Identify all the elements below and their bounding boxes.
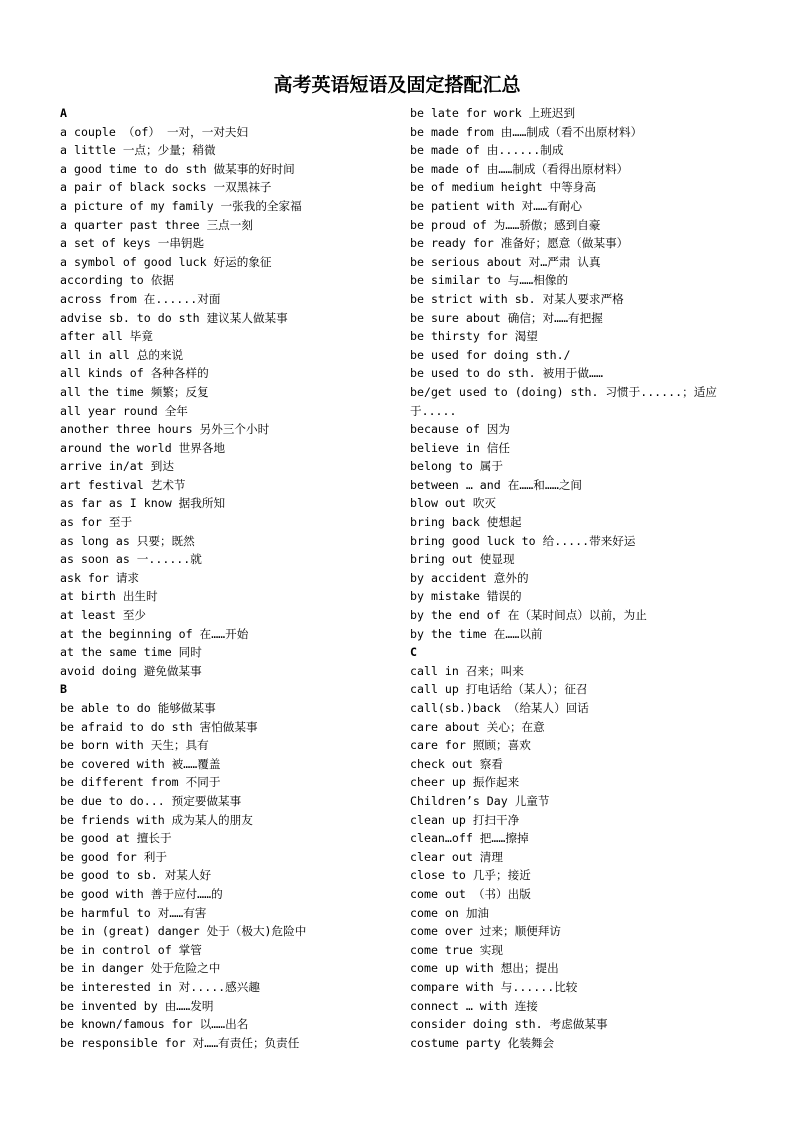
phrase-entry: be born with 天生；具有 (60, 738, 209, 753)
phrase-entry: all in all 总的来说 (60, 347, 184, 362)
phrase-entry: come true 实现 (410, 942, 503, 957)
phrase-entry: blow out 吹灭 (410, 496, 497, 511)
phrase-entry: connect … with 连接 (410, 998, 538, 1013)
phrase-entry: be in (great) danger 处于（极大)危险中 (60, 924, 307, 939)
phrase-entry: Children’s Day 儿童节 (410, 793, 550, 808)
phrase-entry: be harmful to 对……有害 (60, 905, 207, 920)
phrase-entry: be good for 利于 (60, 849, 167, 864)
phrase-entry: as soon as 一......就 (60, 552, 202, 567)
phrase-entry: be used to do sth. 被用于做…… (410, 366, 603, 381)
phrase-entry: by the end of 在（某时间点）以前，为止 (410, 608, 647, 623)
phrase-entry: belong to 属于 (410, 459, 503, 474)
phrase-entry: come up with 想出；提出 (410, 961, 559, 976)
phrase-entry: by accident 意外的 (410, 570, 529, 585)
phrase-entry: compare with 与......比较 (410, 979, 578, 994)
phrase-entry: come on 加油 (410, 905, 490, 920)
phrase-entry: at the same time 同时 (60, 645, 202, 660)
phrase-entry: be due to do... 预定要做某事 (60, 793, 242, 808)
phrase-entry: be responsible for 对……有责任；负责任 (60, 1035, 300, 1050)
phrase-entry: be sure about 确信；对……有把握 (410, 310, 603, 325)
phrase-entry: be known/famous for 以……出名 (60, 1017, 249, 1032)
phrase-entry: believe in 信任 (410, 440, 510, 455)
phrase-entry: be able to do 能够做某事 (60, 701, 216, 715)
phrase-entry: clean up 打扫干净 (410, 812, 520, 827)
phrase-entry: advise sb. to do sth 建议某人做某事 (60, 310, 288, 325)
phrase-entry: bring out 使显现 (410, 552, 515, 567)
phrase-entry: a set of keys 一串钥匙 (60, 236, 205, 251)
phrase-entry: a symbol of good luck 好运的象征 (60, 254, 272, 269)
phrase-entry: come over 过来；顺便拜访 (410, 924, 561, 939)
phrase-entry: all kinds of 各种各样的 (60, 366, 209, 381)
phrase-entry: as long as 只要；既然 (60, 533, 195, 548)
phrase-entry: bring back 使想起 (410, 515, 522, 530)
phrase-entry: as far as I know 据我所知 (60, 496, 226, 511)
phrase-entry: be different from 不同于 (60, 775, 221, 790)
phrase-entry: call up 打电话给（某人）；征召 (410, 682, 588, 697)
phrase-entry: at least 至少 (60, 608, 147, 623)
phrase-entry: all the time 频繁；反复 (60, 384, 209, 399)
phrase-entry: cheer up 振作起来 (410, 775, 520, 790)
phrase-entry: as for 至于 (60, 515, 133, 530)
phrase-entry: call(sb.)back （给某人）回话 (410, 701, 589, 715)
phrase-entry: be ready for 准备好；愿意（做某事） (410, 236, 629, 251)
phrase-entry: at the beginning of 在……开始 (60, 626, 249, 641)
phrase-entry: another three hours 另外三个小时 (60, 422, 270, 437)
phrase-entry: a quarter past three 三点一刻 (60, 217, 253, 232)
phrase-entry: be used for doing sth./ (410, 347, 571, 362)
phrase-entry: art festival 艺术节 (60, 477, 186, 492)
phrase-entry: avoid doing 避免做某事 (60, 663, 202, 678)
phrase-entry: be proud of 为……骄傲；感到自豪 (410, 217, 601, 232)
phrase-entry: be invented by 由……发明 (60, 998, 214, 1013)
section-letter: B (60, 682, 67, 697)
phrase-entry: after all 毕竟 (60, 329, 153, 344)
phrase-entry: at birth 出生时 (60, 589, 158, 604)
phrase-entry: be of medium height 中等身高 (410, 180, 596, 195)
phrase-entry: be strict with sb. 对某人要求严格 (410, 291, 624, 306)
phrase-entry: arrive in/at 到达 (60, 459, 174, 474)
phrase-entry: clean…off 把……擦掉 (410, 831, 529, 846)
phrase-entry: by mistake 错误的 (410, 589, 522, 604)
phrase-entry: clear out 清理 (410, 849, 503, 864)
phrase-entry: be serious about 对…严肃 认真 (410, 254, 601, 269)
left-column (60, 104, 400, 1052)
phrase-entry: call in 召来；叫来 (410, 663, 524, 678)
phrase-entry: according to 依据 (60, 273, 174, 288)
phrase-entry: be good at 擅长于 (60, 831, 172, 846)
phrase-entry: be in danger 处于危险之中 (60, 961, 221, 976)
phrase-entry: be made of 由......制成 (410, 143, 564, 158)
phrase-entry: a little 一点；少量；稍微 (60, 143, 216, 158)
phrase-entry: be late for work 上班迟到 (410, 106, 576, 120)
phrase-entry: costume party 化装舞会 (410, 1035, 555, 1050)
section-letter: A (60, 106, 67, 120)
right-column (410, 104, 740, 1052)
phrase-entry: check out 察看 (410, 756, 503, 771)
phrase-entry: be covered with 被……覆盖 (60, 756, 221, 771)
phrase-entry: be in control of 掌管 (60, 942, 202, 957)
phrase-entry: bring good luck to 给.....带来好运 (410, 533, 636, 548)
phrase-entry: be made of 由……制成（看得出原材料） (410, 161, 629, 176)
phrase-entry: be good to sb. 对某人好 (60, 868, 212, 883)
phrase-entry: by the time 在……以前 (410, 626, 543, 641)
phrase-entry: be good with 善于应付……的 (60, 886, 223, 901)
phrase-entry: a good time to do sth 做某事的好时间 (60, 161, 295, 176)
phrase-entry: a couple （of） 一对，一对夫妇 (60, 124, 249, 139)
phrase-entry: because of 因为 (410, 422, 510, 437)
phrase-entry: be afraid to do sth 害怕做某事 (60, 719, 258, 734)
phrase-entry: be friends with 成为某人的朋友 (60, 812, 253, 827)
phrase-entry: care for 照顾；喜欢 (410, 738, 531, 753)
page-title: 高考英语短语及固定搭配汇总 (273, 74, 521, 96)
phrase-entry: all year round 全年 (60, 403, 188, 418)
phrase-entry: be/get used to (doing) sth. 习惯于......；适应于..... (410, 384, 717, 418)
phrase-entry: be similar to 与……相像的 (410, 273, 569, 288)
phrase-entry: across from 在......对面 (60, 291, 221, 306)
section-letter: C (410, 645, 417, 660)
phrase-entry: come out （书）出版 (410, 886, 531, 901)
phrase-entry: ask for 请求 (60, 570, 140, 585)
phrase-entry: care about 关心；在意 (410, 719, 545, 734)
phrase-entry: consider doing sth. 考虑做某事 (410, 1017, 608, 1032)
phrase-entry: be thirsty for 渴望 (410, 329, 538, 344)
phrase-entry: around the world 世界各地 (60, 440, 226, 455)
phrase-entry: between … and 在……和……之间 (410, 477, 583, 492)
phrase-entry: close to 几乎；接近 (410, 868, 531, 883)
phrase-entry: be patient with 对……有耐心 (410, 198, 583, 213)
phrase-entry: be made from 由……制成（看不出原材料） (410, 124, 643, 139)
phrase-entry: a pair of black socks 一双黑袜子 (60, 180, 272, 195)
phrase-entry: a picture of my family 一张我的全家福 (60, 198, 302, 213)
phrase-entry: be interested in 对.....感兴趣 (60, 979, 260, 994)
